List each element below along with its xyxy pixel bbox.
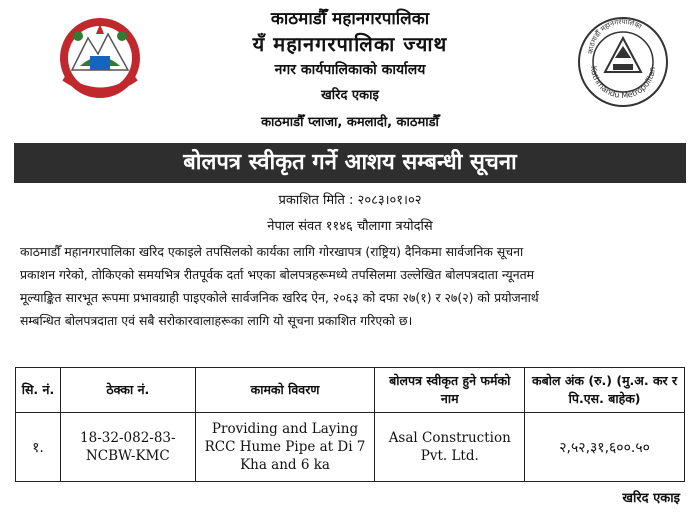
notice-title: बोलपत्र स्वीकृत गर्ने आशय सम्बन्धी सूचना <box>14 143 686 183</box>
header-sn: सि. नं. <box>16 368 61 413</box>
unit-name: खरिद एकाइ <box>321 88 379 103</box>
org-name-newari: यँ महानगरपालिका ज्याथ <box>252 32 448 56</box>
cell-firm: Asal Construction Pvt. Ltd. <box>375 413 525 482</box>
body-line: प्रकाशन गरेको, तोकिएको समयभित्र रीतपूर्वक दर्ता भएका बोलपत्रहरूमध्ये तपसिलमा उल्लेखित बोलपत्रदाता न्यूनतम <box>20 267 535 282</box>
body-line: काठमाडौँ महानगरपालिका खरिद एकाइले तपसिलको कार्यका लागि गोरखापत्र (राष्ट्रिय) दैनिकमा सार्वजनिक सूचना <box>20 244 524 259</box>
cell-work-desc: Providing and Laying RCC Hume Pipe at Di 7 Kha and 6 ka <box>195 413 375 482</box>
body-line: मूल्याङ्कित सारभूत रूपमा प्रभावग्राही पाइएकोले सार्वजनिक खरिद ऐन, २०६३ को दफा २७(१) र २७(२) को प्रयोजनार्थ <box>20 290 539 305</box>
notice-table <box>15 367 685 482</box>
address: काठमाडौँ प्लाजा, कमलादी, काठमाडौँ <box>261 115 439 130</box>
header-work-desc: कामको विवरण <box>195 368 375 413</box>
table-row <box>16 413 685 482</box>
office-name: नगर कार्यपालिकाको कार्यालय <box>274 62 426 78</box>
body-line: सम्बन्धित बोलपत्रदाता एवं सबै सरोकारवालाहरूका लागि यो सूचना प्रकाशित गरिएको छ। <box>20 313 413 328</box>
notice-body <box>20 240 680 332</box>
svg-text:काठमाडौँ महानगरपालिका: काठमाडौँ महानगरपालिका <box>586 17 643 55</box>
table-header-row <box>16 368 685 413</box>
cell-amount: २,५२,३१,६००.५० <box>525 413 685 482</box>
cell-sn: १. <box>16 413 61 482</box>
org-name: काठमाडौँ महानगरपालिका <box>270 9 430 29</box>
header-firm: बोलपत्र स्वीकृत हुने फर्मको नाम <box>375 368 525 413</box>
published-date: प्रकाशित मिति : २०८३।०१।०२ <box>278 193 422 208</box>
footer-signature: खरिद एकाइ <box>622 491 680 506</box>
nepal-samvat-date: नेपाल संवत ११४६ चौलागा त्रयोदसि <box>267 219 433 234</box>
svg-text:Kathmandu Metropolitan City: Kathmandu Metropolitan <box>588 65 658 101</box>
header-amount: कबोल अंक (रु.) (मु.अ. कर र पि.एस. बाहेक) <box>525 368 685 413</box>
cell-contract-no: 18-32-082-83-NCBW-KMC <box>60 413 195 482</box>
header-contract-no: ठेक्का नं. <box>60 368 195 413</box>
